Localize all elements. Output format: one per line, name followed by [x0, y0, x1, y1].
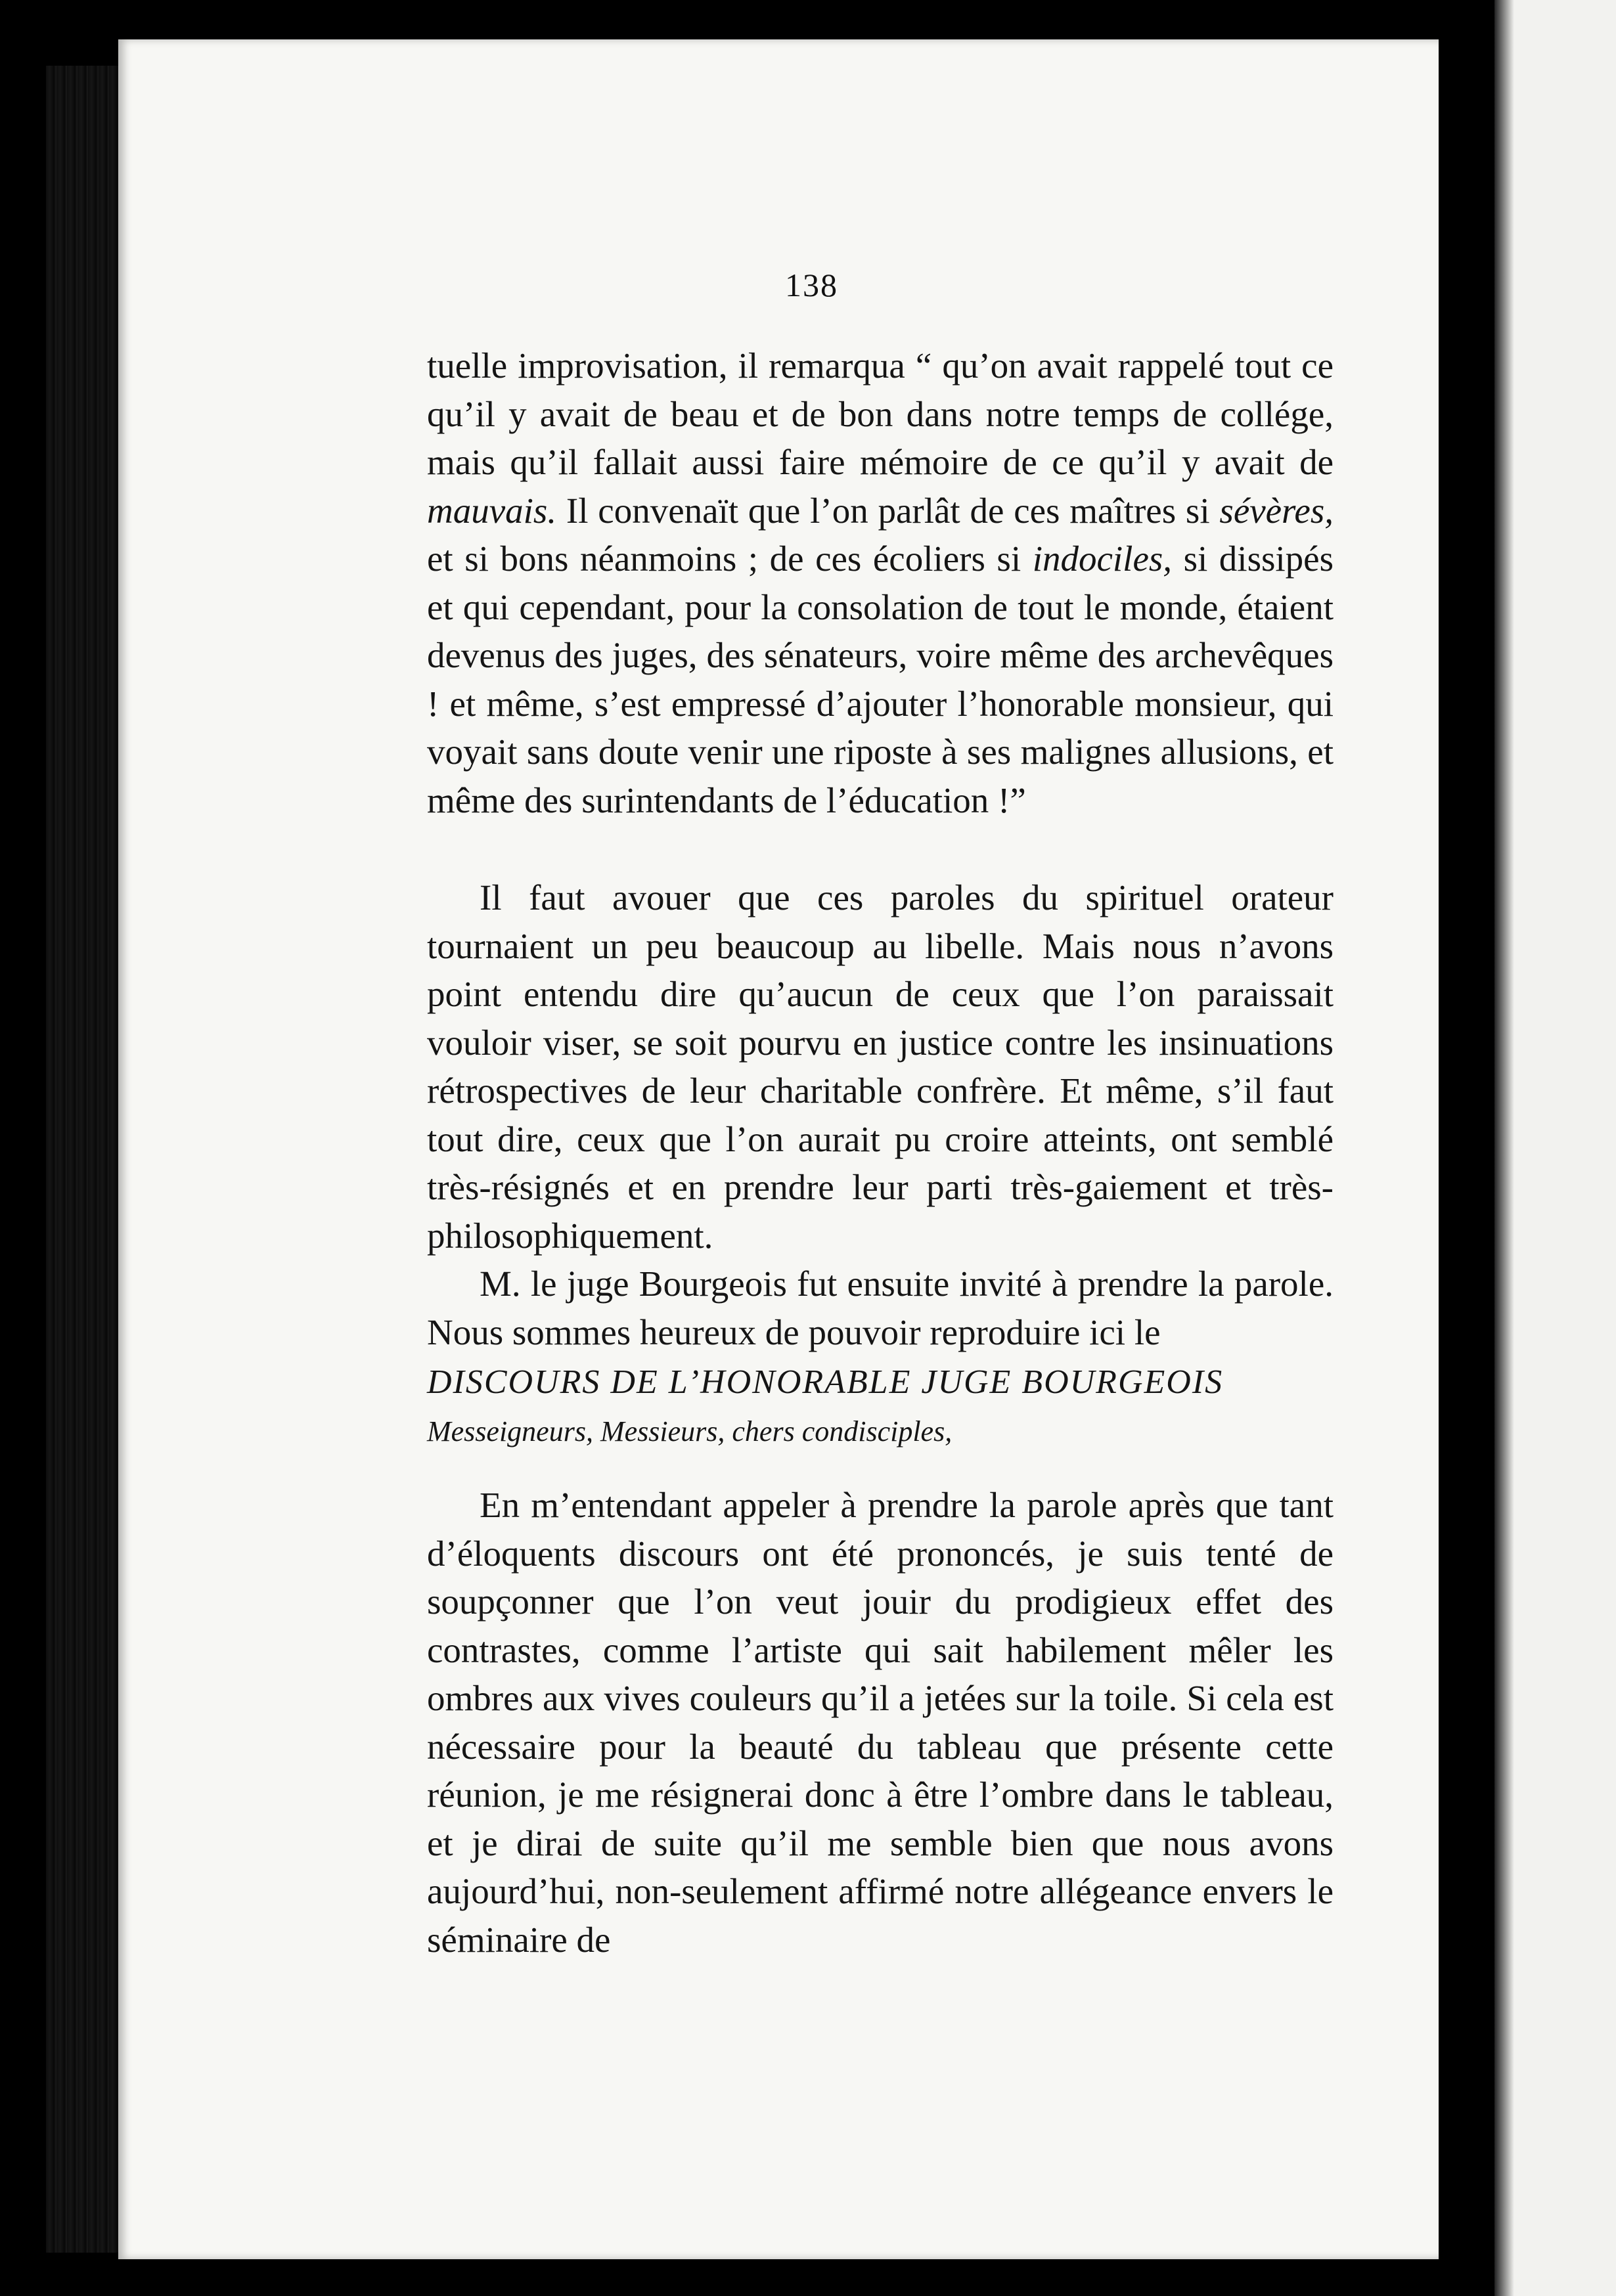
text-run: tuelle improvisation, il remarqua “ qu’on avait rappelé tout ce qu’il y avait de beau et de bon dans notre temps de collége, mais qu’il fallait aussi faire mémoire de ce qu’il y avait de: [427, 345, 1334, 482]
page-text: [427, 342, 1334, 1964]
paragraph-speech: En m’entendant appeler à prendre la parole après que tant d’éloquents discours ont été prononcés, je suis tenté de soupçonner que l’on veut jouir du prodigieux effet des contrastes, comme l’artiste qui sait habilement mêler les ombres aux vives couleurs qu’il a jetées sur la toile. Si cela est nécessaire pour la beauté du tableau que présente cette réunion, je me résignerai donc à être l’ombre dans le tableau, et je dirai de suite qu’il me semble bien que nous avons aujourd’hui, non-seulement affirmé notre allégeance envers le séminaire de: [427, 1485, 1334, 1960]
paragraph-continuation: [427, 342, 1334, 824]
facing-page-edge: [1494, 0, 1616, 2296]
text-run: Il convenaït que l’on parlât de ces maîtres si: [556, 490, 1220, 531]
book-spine-edge: [46, 66, 125, 2253]
salutation: Messeigneurs, Messieurs, chers condisciples,: [427, 1415, 953, 1447]
text-run: et si bons néanmoins ; de ces écoliers si: [427, 539, 1033, 579]
page-number: 138: [785, 267, 838, 303]
text-run: si dissipés et qui cependant, pour la consolation de tout le monde, étaient devenus des juges, des sénateurs, voire même des archevêques ! et même, s’est empressé d’ajouter l’honorable monsieur, qui voyait sans doute venir une riposte à ses malignes allusions, et même des surintendants de l’éducation !”: [427, 539, 1334, 820]
section-heading: DISCOURS DE L’HONORABLE JUGE BOURGEOIS: [427, 1363, 1224, 1401]
italic-word: sévères,: [1219, 490, 1334, 531]
paragraph-orator-remarks: Il faut avouer que ces paroles du spirituel orateur tournaient un peu beaucoup au libelle. Mais nous n’avons point entendu dire qu’aucun de ceux que l’on paraissait vouloir viser, se soit pourvu en justice contre les insinuations rétrospectives de leur charitable confrère. Et même, s’il faut tout dire, ceux que l’on aurait pu croire atteints, ont semblé très-résignés et en prendre leur parti très-gaiement et très-philosophiquement.: [427, 877, 1334, 1256]
italic-word: indociles,: [1032, 539, 1173, 579]
paragraph-gap: [427, 824, 1334, 873]
italic-word: mauvais.: [427, 490, 557, 531]
paragraph-gap: [427, 1455, 1334, 1481]
paragraph-judge-intro: M. le juge Bourgeois fut ensuite invité à prendre la parole. Nous sommes heureux de pouvoir reproduire ici le: [427, 1264, 1334, 1352]
